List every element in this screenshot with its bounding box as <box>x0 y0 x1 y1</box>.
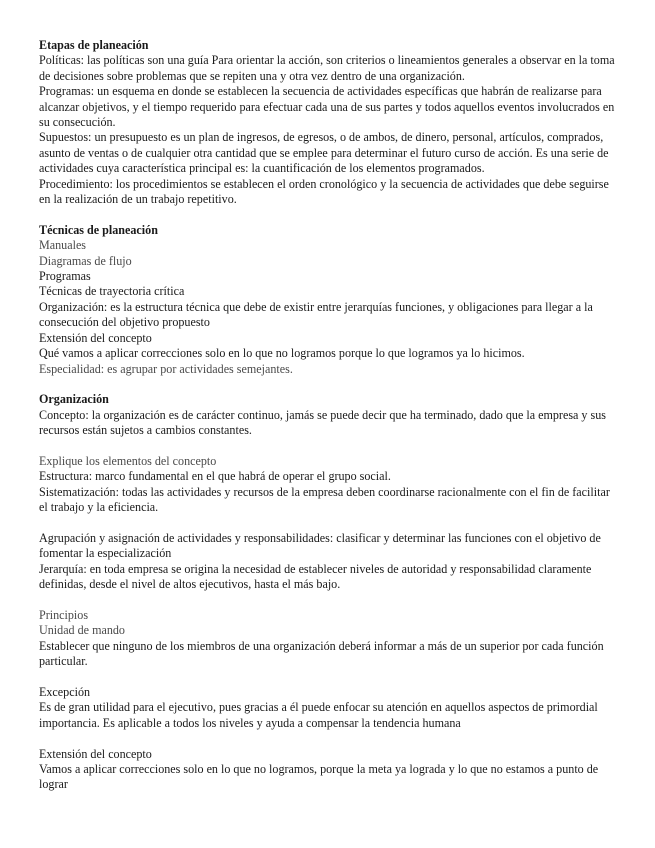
item-trayectoria-critica: Técnicas de trayectoria crítica <box>39 284 185 299</box>
paragraph-concepto: Concepto: la organización es de carácter continuo, jamás se puede decir que ha terminado, dado que la empresa y sus recursos están sujetos a cambios constantes. <box>39 407 606 438</box>
paragraph-especialidad: Especialidad: es agrupar por actividades semejantes. <box>39 361 293 376</box>
item-extension-title-2: Extensión del concepto <box>39 746 152 761</box>
spacer <box>39 593 615 608</box>
spacer <box>39 670 615 685</box>
spacer <box>39 439 615 454</box>
spacer <box>39 731 615 746</box>
paragraph-sistematizacion: Sistematización: todas las actividades y recursos de la empresa deben coordinarse racionalmente con el fin de facilitar el trabajo y la eficiencia. <box>39 484 610 515</box>
item-diagramas-de-flujo: Diagramas de flujo <box>39 253 132 268</box>
paragraph-extension-2: Vamos a aplicar correcciones solo en lo que no logramos, porque la meta ya lograda y lo que no estamos a punto de lograr <box>39 761 599 792</box>
paragraph-unidad-de-mando: Establecer que ninguno de los miembros de una organización deberá informar a más de un superior por cada función particular. <box>39 638 604 669</box>
paragraph-extension-1: Qué vamos a aplicar correcciones solo en lo que no logramos porque lo que logramos ya lo hicimos. <box>39 346 525 361</box>
item-programas: Programas <box>39 269 91 284</box>
paragraph-programas: Programas: un esquema en donde se establecen la secuencia de actividades específicas que habrán de realizarse para alcanzar objetivos, y el tiempo requerido para efectuar cada una de sus partes y todos aquellos eventos involucrados en su consecución. <box>39 84 615 130</box>
spacer <box>39 377 615 392</box>
item-extension-title: Extensión del concepto <box>39 330 152 345</box>
section-title-tecnicas: Técnicas de planeación <box>39 222 158 237</box>
paragraph-jerarquia: Jerarquía: en toda empresa se origina la necesidad de establecer niveles de autoridad y responsabilidad claramente definidas, desde el nivel de altos ejecutivos, hasta el más bajo. <box>39 561 592 592</box>
spacer <box>39 516 615 531</box>
paragraph-agrupacion: Agrupación y asignación de actividades y responsabilidades: clasificar y determinar las funciones con el objetivo de fomentar la especialización <box>39 530 601 561</box>
paragraph-organizacion-def: Organización: es la estructura técnica que debe de existir entre jerarquías funciones, y obligaciones para llegar a la consecución del objetivo propuesto <box>39 299 593 330</box>
item-explique: Explique los elementos del concepto <box>39 453 217 468</box>
item-unidad-de-mando: Unidad de mando <box>39 623 125 638</box>
spacer <box>39 207 615 222</box>
paragraph-estructura: Estructura: marco fundamental en el que habrá de operar el grupo social. <box>39 469 391 484</box>
item-principios: Principios <box>39 607 89 622</box>
paragraph-excepcion: Es de gran utilidad para el ejecutivo, pues gracias a él puede enfocar su atención en aquellos aspectos de primordial importancia. Es aplicable a todos los niveles y ayuda a compensar la tendencia humana <box>39 700 598 730</box>
section-title-organizacion: Organización <box>39 392 109 407</box>
paragraph-politicas: Políticas: las políticas son una guía Para orientar la acción, son criterios o lineamientos generales a observar en la toma de decisiones sobre problemas que se repiten una y otra vez dentro de una organización. <box>39 53 615 83</box>
item-manuales: Manuales <box>39 238 87 253</box>
section-title-etapas: Etapas de planeación <box>39 38 149 52</box>
item-excepcion: Excepción <box>39 684 91 699</box>
paragraph-procedimiento: Procedimiento: los procedimientos se establecen el orden cronológico y la secuencia de actividades que debe seguirse en la realización de un trabajo repetitivo. <box>39 176 609 207</box>
paragraph-supuestos: Supuestos: un presupuesto es un plan de ingresos, de egresos, o de ambos, de dinero, personal, artículos, comprados, asunto de ventas o de cualquier otra cantidad que se emplee para determinar el futuro curso de acción. Es una serie de actividades cuya característica principal es: la cuantificación de los elementos programados. <box>39 130 609 176</box>
